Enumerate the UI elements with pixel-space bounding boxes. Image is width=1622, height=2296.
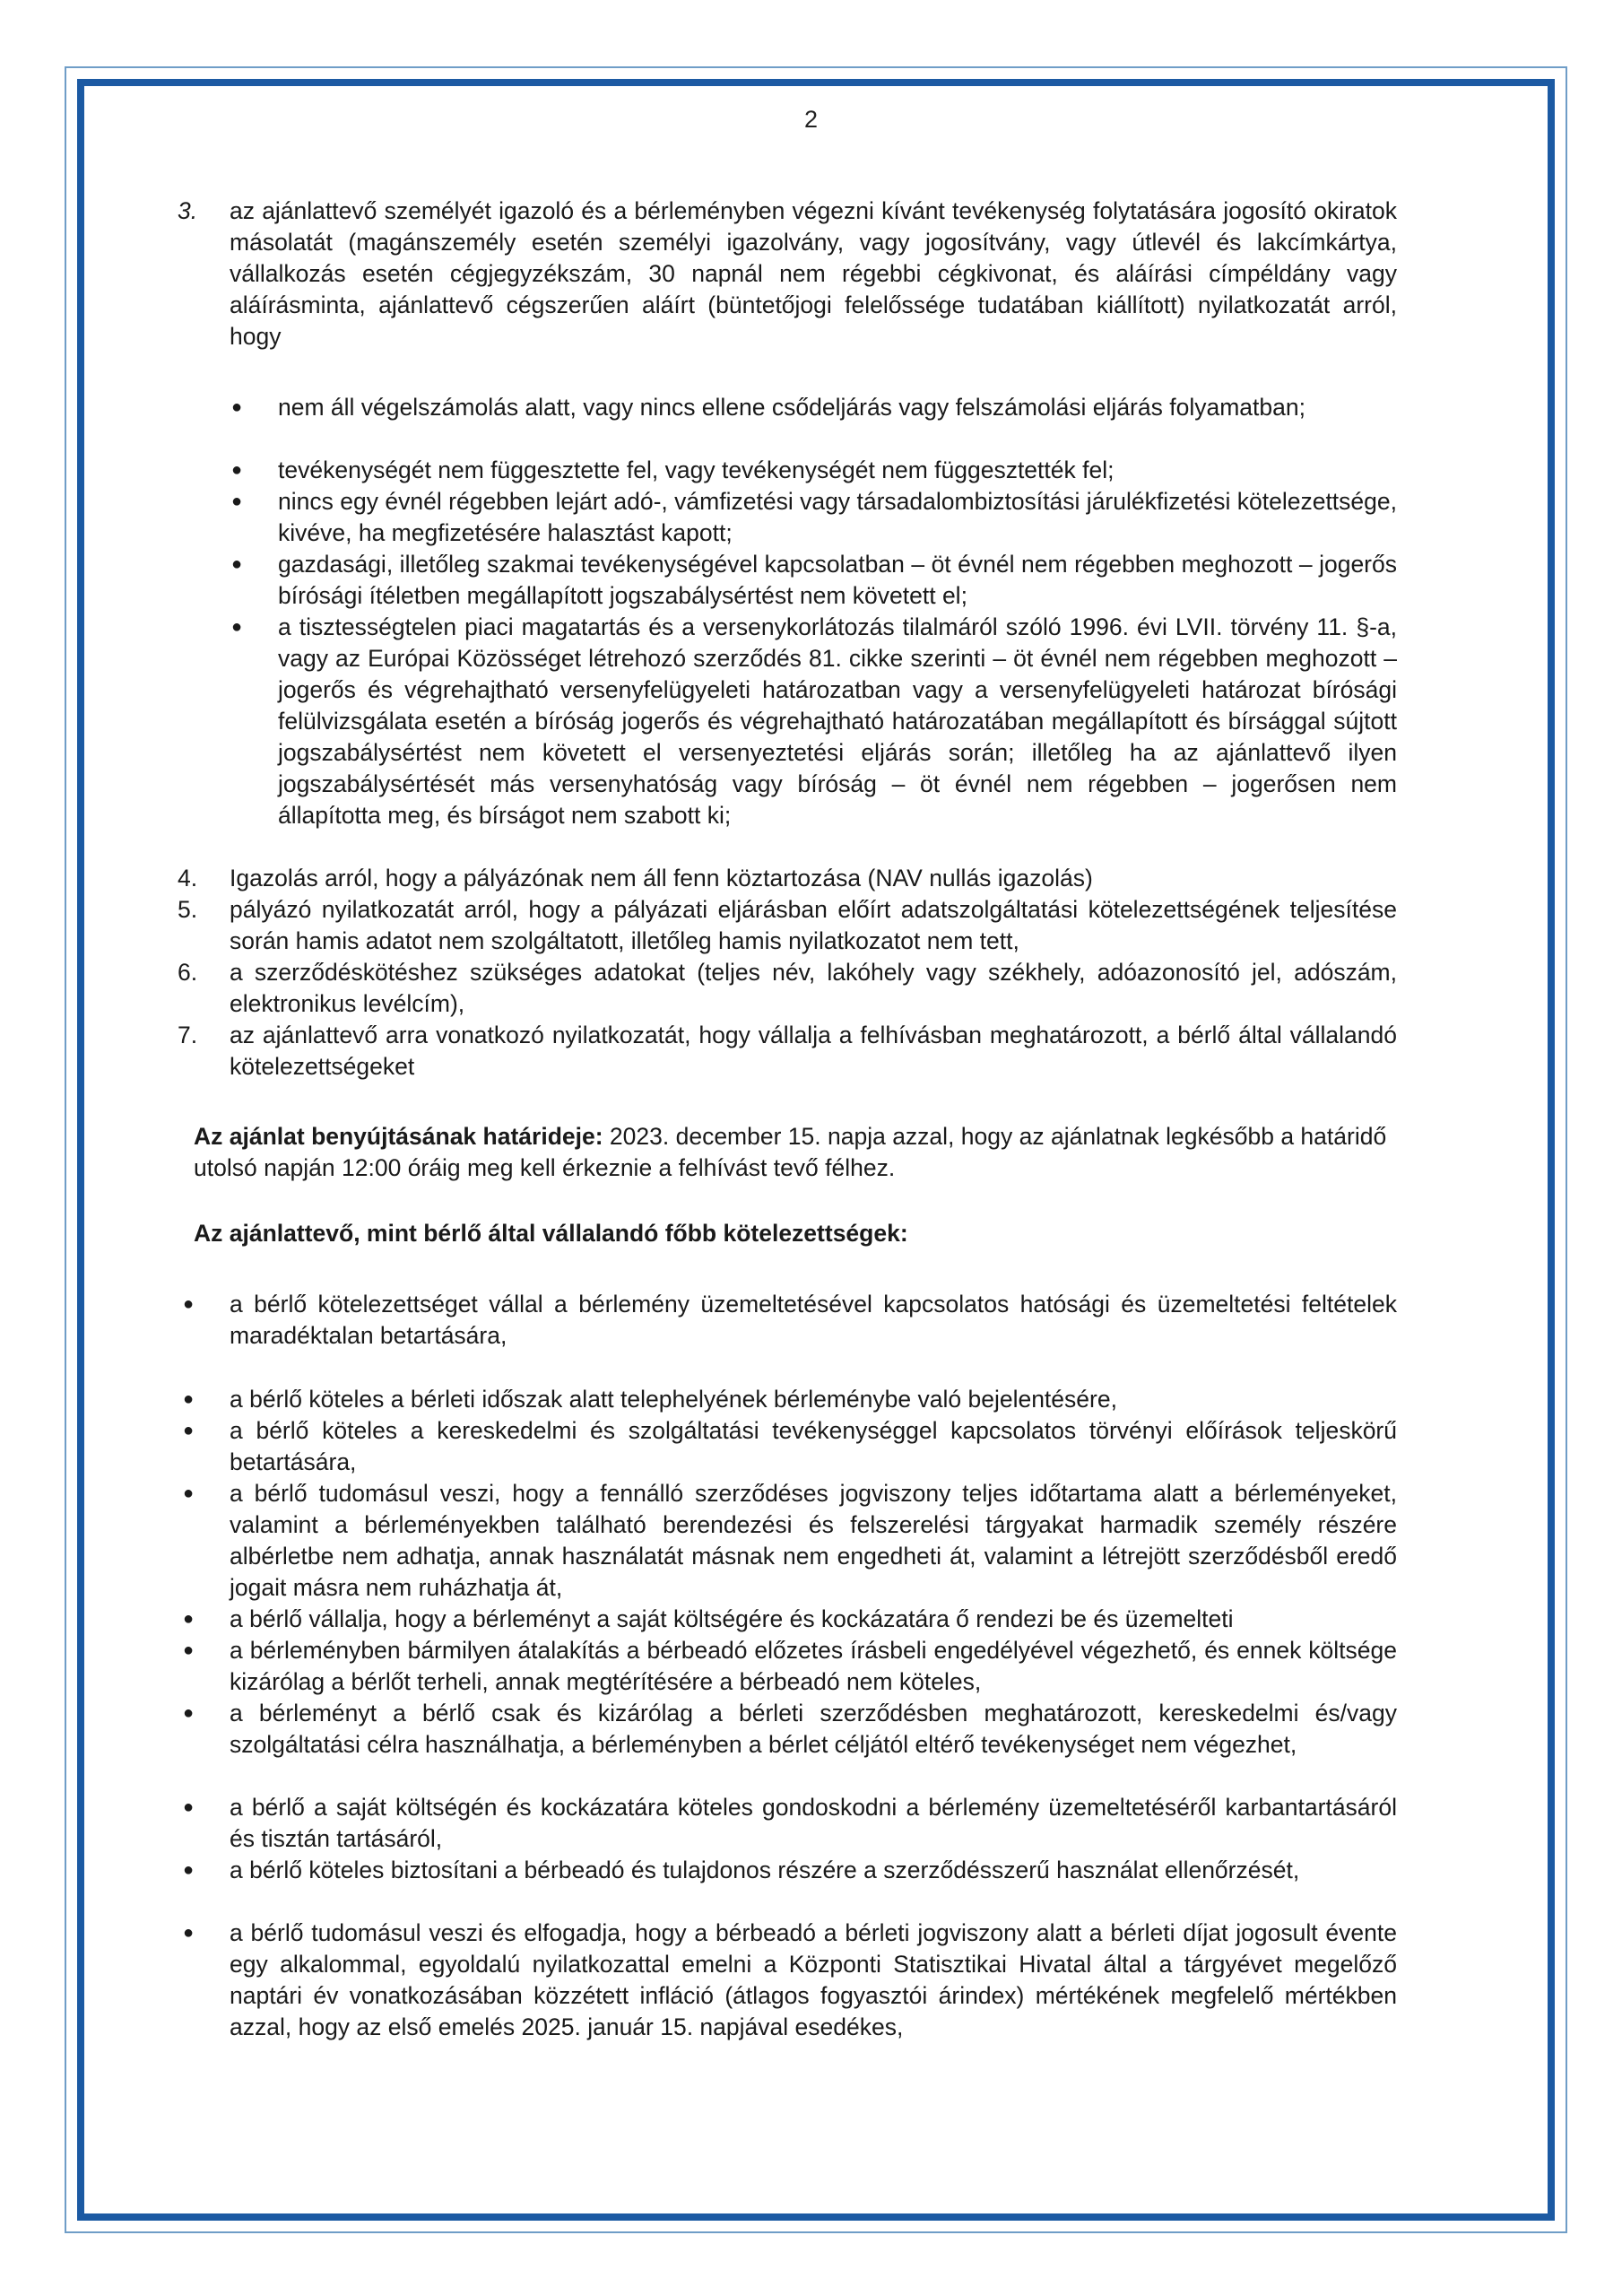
obligation-item: a bérlő a saját költségén és kockázatára köteles gondoskodni a bérlemény üzemeltetéséről karbantartásáról és tisztán tartásáról,	[230, 1794, 1397, 1852]
bullet-icon: ●	[231, 617, 243, 637]
numbered-item-text: az ajánlattevő arra vonatkozó nyilatkozatát, hogy vállalja a felhívásban meghatározott, a bérlő által vállalandó kötelezettségeket	[230, 1022, 1397, 1080]
sub-bullet-text: gazdasági, illetőleg szakmai tevékenységével kapcsolatban – öt évnél nem régebben meghozott – jogerős bírósági ítéletben megállapított jogszabálysértést nem követett el;	[278, 551, 1397, 609]
bullet-icon: ●	[183, 1421, 195, 1440]
obligation-item: a bérlő tudomásul veszi, hogy a fennálló szerződéses jogviszony teljes időtartama alatt a bérleményeket, valamint a bérleményekben található berendezési és felszerelési tárgyakat harmadik személy részére albérletbe nem adhatja, annak használatát másnak nem engedheti át, valamint a létrejött szerződésből eredő jogait másra nem ruházhatja át,	[230, 1480, 1397, 1601]
bullet-icon: ●	[183, 1860, 195, 1880]
bullet-icon: ●	[183, 1483, 195, 1503]
deadline-label: Az ajánlat benyújtásának határideje:	[194, 1123, 603, 1150]
item-number: 6.	[178, 959, 198, 986]
obligation-item: a bérlő vállalja, hogy a bérleményt a saját költségére és kockázatára ő rendezi be és üzemelteti	[230, 1605, 1234, 1632]
obligation-item: a bérleményt a bérlő csak és kizárólag a bérleti szerződésben meghatározott, kereskedelmi és/vagy szolgáltatási célra használhatja, a bérleményben a bérlet céljától eltérő tevékenységet nem végezhet,	[230, 1700, 1397, 1758]
item-number: 7.	[178, 1022, 198, 1048]
bullet-icon: ●	[231, 554, 243, 574]
numbered-item-text: a szerződéskötéshez szükséges adatokat (teljes név, lakóhely vagy székhely, adóazonosító jel, adószám, elektronikus levélcím),	[230, 959, 1397, 1017]
bullet-icon: ●	[183, 1640, 195, 1660]
deadline-text: 2023. december 15. napja azzal, hogy az ajánlatnak legkésőbb a határidő utolsó napján 12:00 óráig meg kell érkeznie a felhívást tevő félhez.	[194, 1123, 1387, 1181]
sub-bullet-text: tevékenységét nem függesztette fel, vagy tevékenységét nem függesztették fel;	[278, 457, 1115, 483]
page-number: 2	[803, 106, 819, 133]
bullet-icon: ●	[183, 1923, 195, 1943]
bullet-icon: ●	[183, 1389, 195, 1409]
bullet-icon: ●	[231, 397, 243, 417]
deadline-paragraph	[194, 1121, 1397, 1184]
item-number: 5.	[178, 896, 198, 923]
obligation-item: a bérlő köteles a kereskedelmi és szolgáltatási tevékenységgel kapcsolatos törvényi előírások teljeskörű betartására,	[230, 1417, 1397, 1475]
numbered-item-text: az ajánlattevő személyét igazoló és a bérleményben végezni kívánt tevékenység folytatására jogosító okiratok másolatát (magánszemély esetén személyi igazolvány, vagy jogosítvány, vagy útlevél és lakcímkártya, vállalkozás esetén cégjegyzékszám, 30 napnál nem régebbi cégkivonat, és aláírási címpéldány vagy aláírásminta, ajánlattevő cégszerűen aláírt (büntetőjogi felelőssége tudatában kiállított) nyilatkozatát arról, hogy	[230, 197, 1397, 350]
bullet-icon: ●	[231, 460, 243, 480]
numbered-item-text: Igazolás arról, hogy a pályázónak nem áll fenn köztartozása (NAV nullás igazolás)	[230, 865, 1093, 891]
obligation-item: a bérlő köteles biztosítani a bérbeadó és tulajdonos részére a szerződésszerű használat ellenőrzését,	[230, 1857, 1300, 1883]
obligation-item: a bérlő tudomásul veszi és elfogadja, hogy a bérbeadó a bérleti jogviszony alatt a bérleti díjat jogosult évente egy alkalommal, egyoldalú nyilatkozattal emelni a Központi Statisztikai Hivatal által a tárgyévet megelőző naptári év vonatkozásában közzétett infláció (átlagos fogyasztói árindex) mértékének megfelelő mértékben azzal, hogy az első emelés 2025. január 15. napjával esedékes,	[230, 1919, 1397, 2040]
bullet-icon: ●	[183, 1294, 195, 1314]
obligation-item: a bérleményben bármilyen átalakítás a bérbeadó előzetes írásbeli engedélyével végezhető, és ennek költsége kizárólag a bérlőt terheli, annak megtérítésére a bérbeadó nem köteles,	[230, 1637, 1397, 1695]
sub-bullet-text: a tisztességtelen piaci magatartás és a versenykorlátozás tilalmáról szóló 1996. évi LVII. törvény 11. §-a, vagy az Európai Közösséget létrehozó szerződés 81. cikke szerinti – öt évnél nem régebben meghozott – jogerős és végrehajtható versenyfelügyeleti határozatban vagy a versenyfelügyeleti határozat bírósági felülvizsgálata esetén a bíróság jogerős és végrehajtható határozatában megállapított és bírsággal sújtott jogszabálysértést nem követett el versenyeztetési eljárás során; illetőleg ha az ajánlattevő ilyen jogszabálysértését más versenyhatóság vagy bíróság – öt évnél nem régebben – jogerősen nem állapította meg, és bírságot nem szabott ki;	[278, 613, 1397, 829]
sub-bullet-text: nincs egy évnél régebben lejárt adó-, vámfizetési vagy társadalombiztosítási járulékfizetési kötelezettsége, kivéve, ha megfizetésére halasztást kapott;	[278, 488, 1397, 546]
numbered-item-text: pályázó nyilatkozatát arról, hogy a pályázati eljárásban előírt adatszolgáltatási kötelezettségének teljesítése során hamis adatot nem szolgáltatott, illetőleg hamis nyilatkozatot nem tett,	[230, 896, 1397, 954]
sub-bullet-text: nem áll végelszámolás alatt, vagy nincs ellene csődeljárás vagy felszámolási eljárás folyamatban;	[278, 394, 1305, 421]
obligations-heading: Az ajánlattevő, mint bérlő által vállalandó főbb kötelezettségek:	[194, 1220, 908, 1247]
obligation-item: a bérlő kötelezettséget vállal a bérlemény üzemeltetésével kapcsolatos hatósági és üzemeltetési feltételek maradéktalan betartására,	[230, 1291, 1397, 1349]
obligation-item: a bérlő köteles a bérleti időszak alatt telephelyének bérleménybe való bejelentésére,	[230, 1386, 1117, 1413]
item-number: 4.	[178, 865, 198, 891]
bullet-icon: ●	[183, 1797, 195, 1817]
bullet-icon: ●	[183, 1609, 195, 1629]
bullet-icon: ●	[183, 1703, 195, 1723]
bullet-icon: ●	[231, 491, 243, 511]
item-number: 3.	[178, 197, 198, 224]
